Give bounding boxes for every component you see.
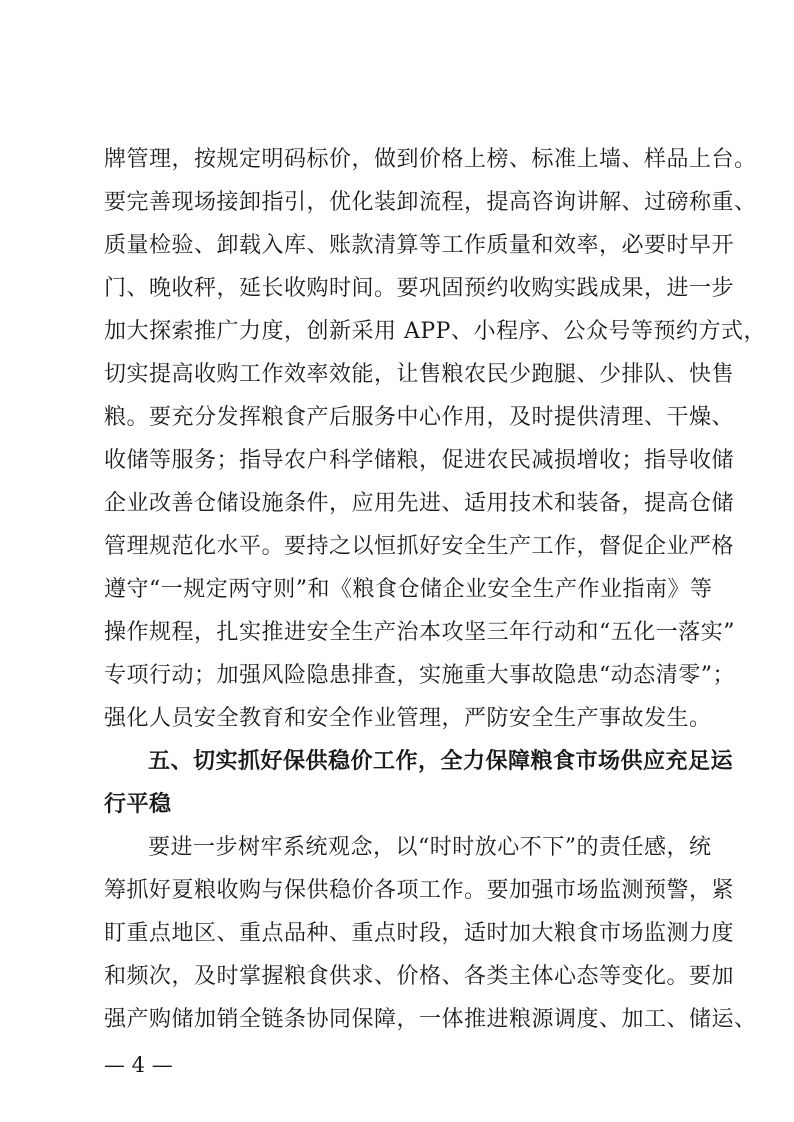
text-line: 强产购储加销全链条协同保障，一体推进粮源调度、加工、储运、: [104, 1007, 757, 1032]
page-number: — 4 —: [104, 1053, 173, 1077]
text-line: 企业改善仓储设施条件，应用先进、适用技术和装备，提高仓储: [104, 491, 735, 516]
text-line: 专项行动；加强风险隐患排查，实施重大事故隐患“动态清零”；: [104, 663, 735, 688]
text-line: 和频次，及时掌握粮食供求、价格、各类主体心态等变化。要加: [104, 964, 735, 989]
text-line: 管理规范化水平。要持之以恒抓好安全生产工作，督促企业严格: [104, 534, 735, 559]
text-line: 牌管理，按规定明码标价，做到价格上榜、标准上墙、样品上台。: [104, 147, 757, 172]
text-line: 操作规程，扎实推进安全生产治本攻坚三年行动和“五化一落实”: [104, 620, 735, 645]
text-line: 盯重点地区、重点品种、重点时段，适时加大粮食市场监测力度: [104, 921, 735, 946]
text-line: 要完善现场接卸指引，优化装卸流程，提高咨询讲解、过磅称重、: [104, 190, 757, 215]
text-line: 筹抓好夏粮收购与保供稳价各项工作。要加强市场监测预警，紧: [104, 878, 735, 903]
heading-line: 行平稳: [104, 792, 172, 817]
text-line: 遵守“一规定两守则”和《粮食仓储企业安全生产作业指南》等: [104, 577, 713, 602]
text-line: 要进一步树牢系统观念，以“时时放心不下”的责任感，统: [148, 835, 712, 860]
text-line: 加大探索推广力度，创新采用 APP、小程序、公众号等预约方式，: [104, 319, 766, 344]
text-line: 门、晚收秤，延长收购时间。要巩固预约收购实践成果，进一步: [104, 276, 735, 301]
text-line: 切实提高收购工作效率效能，让售粮农民少跑腿、少排队、快售: [104, 362, 735, 387]
heading-line: 五、切实抓好保供稳价工作，全力保障粮食市场供应充足运: [148, 749, 734, 774]
text-line: 粮。要充分发挥粮食产后服务中心作用，及时提供清理、干燥、: [104, 405, 735, 430]
text-line: 收储等服务；指导农户科学储粮，促进农民减损增收；指导收储: [104, 448, 735, 473]
text-line: 质量检验、卸载入库、账款清算等工作质量和效率，必要时早开: [104, 233, 735, 258]
text-line: 强化人员安全教育和安全作业管理，严防安全生产事故发生。: [104, 706, 712, 731]
